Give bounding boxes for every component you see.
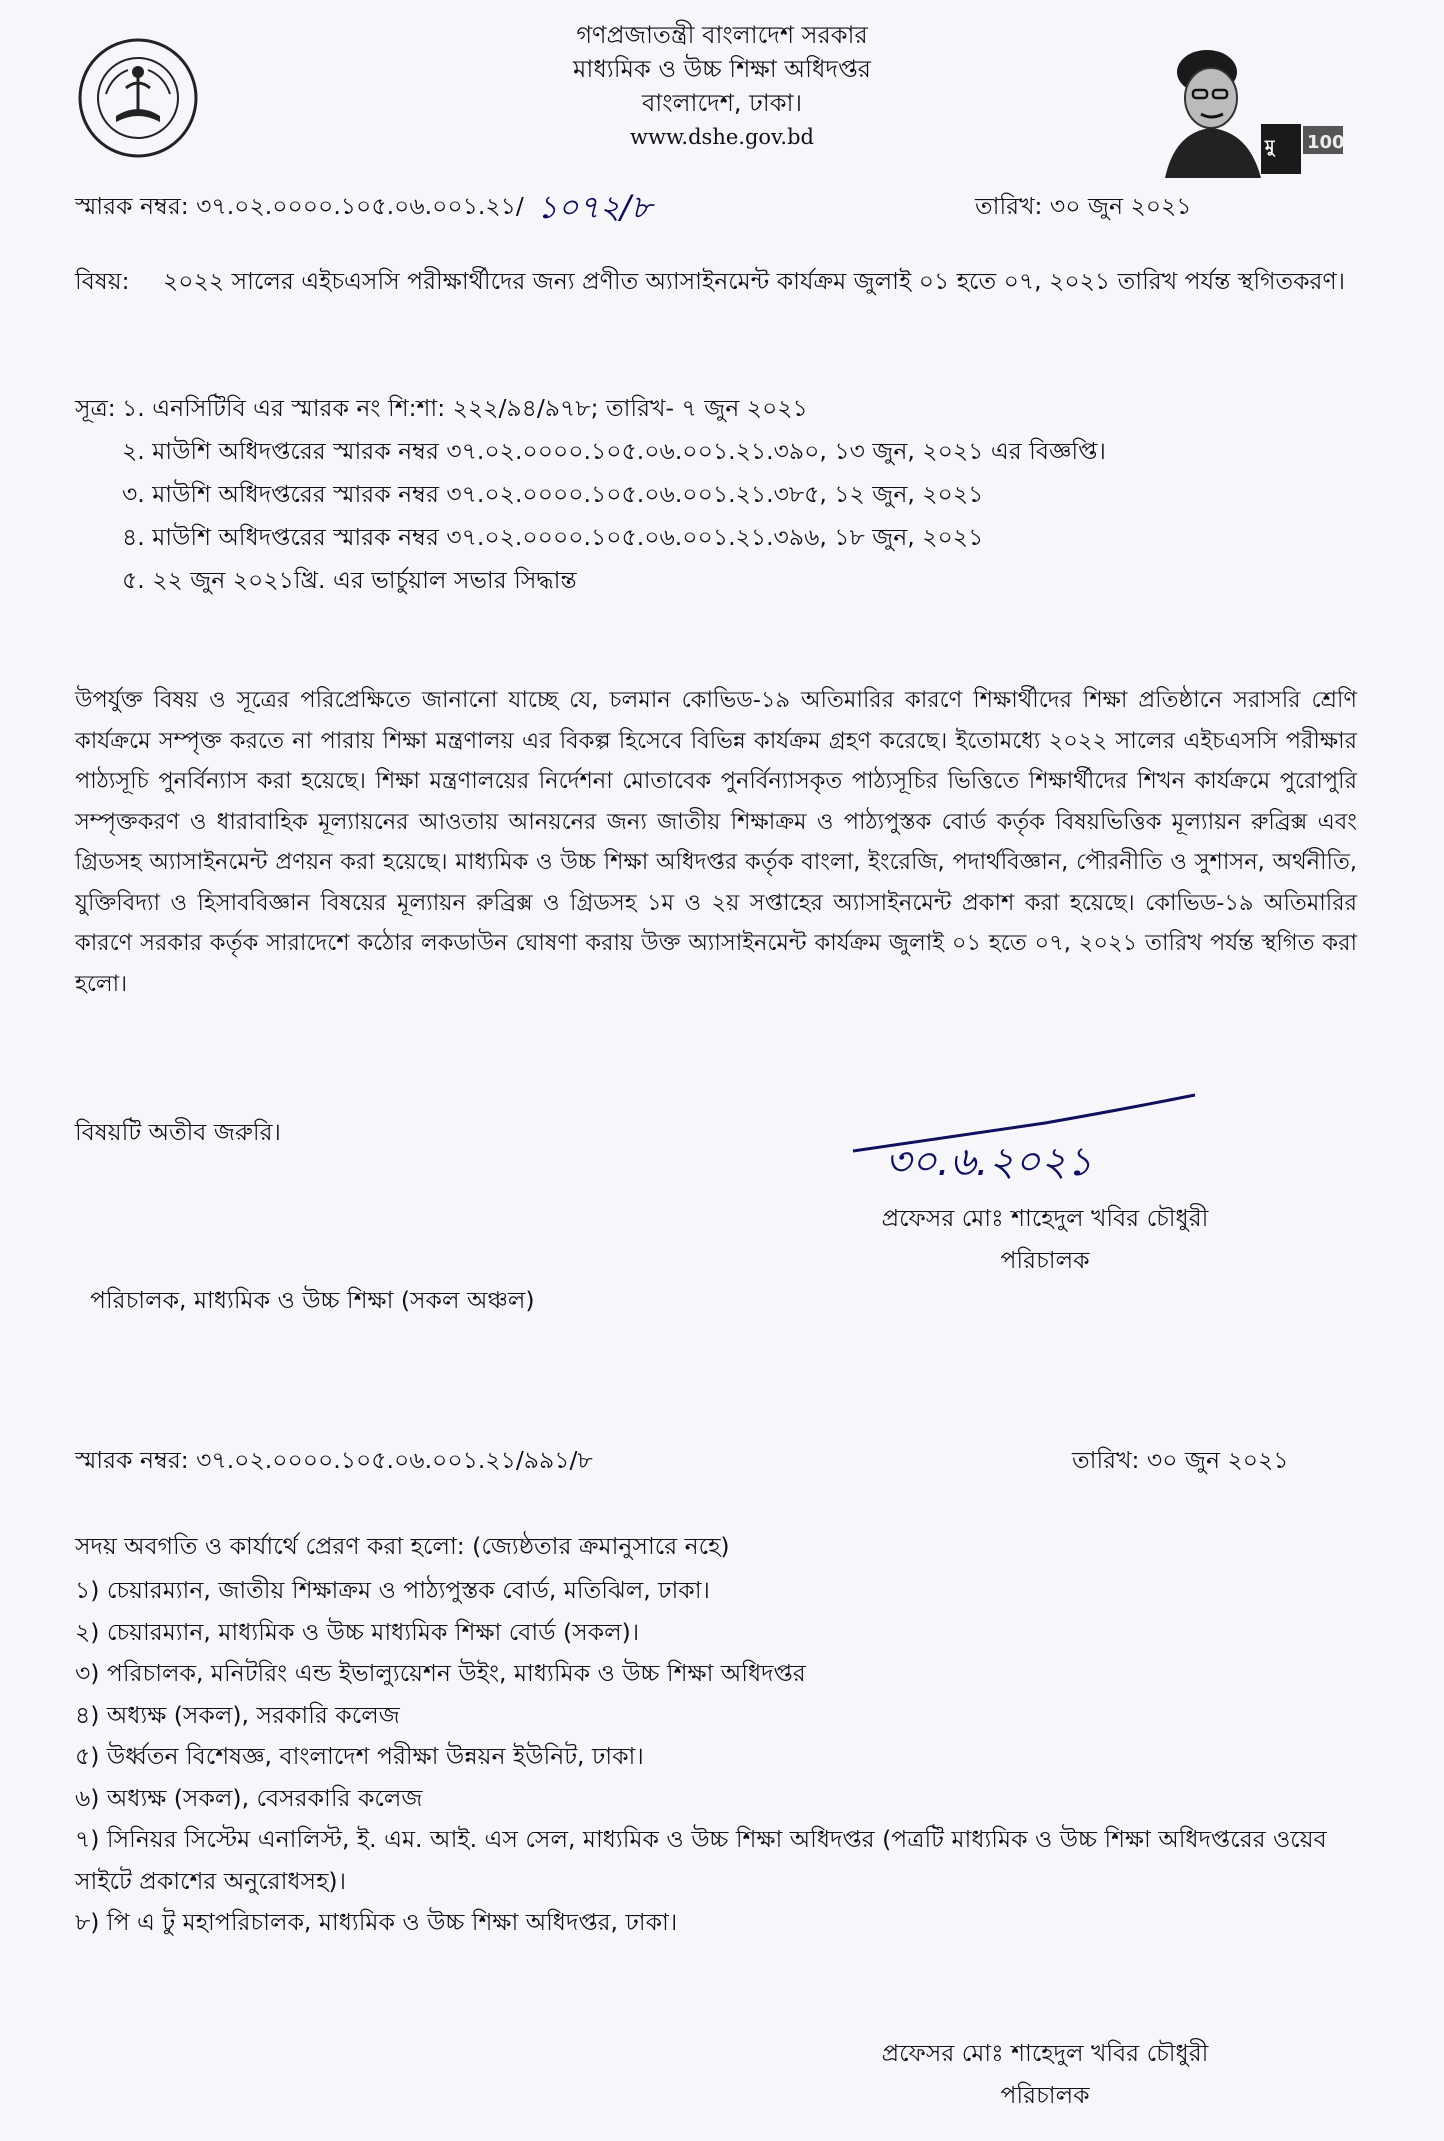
reference-item: ৪. মাউশি অধিদপ্তরের স্মারক নম্বর ৩৭.০২.০০০০.১০৫.০৬.০০১.২১.৩৯৬, ১৮ জুন, ২০২১ bbox=[122, 523, 984, 551]
copy-to-item: ৬) অধ্যক্ষ (সকল), বেসরকারি কলেজ bbox=[75, 1783, 423, 1812]
directorate-name: মাধ্যমিক ও উচ্চ শিক্ষা অধিদপ্তর bbox=[573, 55, 871, 83]
office-location: বাংলাদেশ, ঢাকা। bbox=[641, 89, 803, 117]
subject-block bbox=[75, 262, 1365, 300]
urgent-note: বিষয়টি অতীব জরুরি। bbox=[75, 1118, 281, 1146]
signatory-title: পরিচালক bbox=[1000, 1246, 1090, 1274]
copy-to-item: ৪) অধ্যক্ষ (সকল), সরকারি কলেজ bbox=[75, 1700, 400, 1729]
signatory2-title: পরিচালক bbox=[1000, 2081, 1090, 2109]
copy-to-item: ৩) পরিচালক, মনিটরিং এন্ড ইভাল্যুয়েশন উইং, মাধ্যমিক ও উচ্চ শিক্ষা অধিদপ্তর bbox=[75, 1659, 806, 1687]
reference-item: ২. মাউশি অধিদপ্তরের স্মারক নম্বর ৩৭.০২.০০০০.১০৫.০৬.০০১.২১.৩৯০, ১৩ জুন, ২০২১ এর বিজ্ঞপ্তি। bbox=[122, 437, 1106, 465]
memo-ref-label: স্মারক নম্বর: bbox=[75, 192, 189, 220]
reference-item: ১. এনসিটিবি এর স্মারক নং শি:শা: ২২২/৯৪/৯৭৮; তারিখ- ৭ জুন ২০২১ bbox=[122, 394, 808, 422]
svg-text:মু: মু bbox=[1265, 137, 1275, 157]
copy-to-item: ২) চেয়ারম্যান, মাধ্যমিক ও উচ্চ মাধ্যমিক শিক্ষা বোর্ড (সকল)। bbox=[75, 1617, 640, 1646]
body-paragraph: উপর্যুক্ত বিষয় ও সূত্রের পরিপ্রেক্ষিতে জানানো যাচ্ছে যে, চলমান কোভিড-১৯ অতিমারির কারণে শিক্ষার্থীদের শিক্ষা প্রতিষ্ঠানে সরাসরি শ্রেণি কার্যক্রমে সম্পৃক্ত করতে না পারায় শিক্ষা মন্ত্রণালয় এর বিকল্প হিসেবে বিভিন্ন কার্যক্রম গ্রহণ করেছে। ইতোমধ্যে ২০২২ সালের এইচএসসি পরীক্ষার পাঠ্যসূচি পুনর্বিন্যাস করা হয়েছে। শিক্ষা মন্ত্রণালয়ের নির্দেশনা মোতাবেক পুনর্বিন্যাসকৃত পাঠ্যসূচির ভিত্তিতে শিক্ষার্থীদের শিখন কার্যক্রমে পুরোপুরি সম্পৃক্তকরণ ও ধারাবাহিক মূল্যায়নের আওতায় আনয়নের জন্য জাতীয় শিক্ষাক্রম ও পাঠ্যপুস্তক বোর্ড কর্তৃক বিষয়ভিত্তিক মূল্যায়ন রুব্রিক্স এবং গ্রিডসহ অ্যাসাইনমেন্ট প্রণয়ন করা হয়েছে। মাধ্যমিক ও উচ্চ শিক্ষা অধিদপ্তর কর্তৃক বাংলা, ইংরেজি, পদার্থবিজ্ঞান, পৌরনীতি ও সুশাসন, অর্থনীতি, যুক্তিবিদ্যা ও হিসাববিজ্ঞান বিষয়ের মূল্যায়ন রুব্রিক্স ও গ্রিডসহ ১ম ও ২য় সপ্তাহের অ্যাসাইনমেন্ট প্রকাশ করা হয়েছে। কোভিড-১৯ অতিমারির কারণে সরকার কর্তৃক সারাদেশে কঠোর লকডাউন ঘোষণা করায় উক্ত অ্যাসাইনমেন্ট কার্যক্রম জুলাই ০১ হতে ০৭, ২০২১ তারিখ পর্যন্ত স্থগিত করা হলো। bbox=[75, 687, 1357, 997]
copy-to-item: ১) চেয়ারম্যান, জাতীয় শিক্ষাক্রম ও পাঠ্যপুস্তক বোর্ড, মতিঝিল, ঢাকা। bbox=[75, 1576, 710, 1604]
copy-to-intro: সদয় অবগতি ও কার্যার্থে প্রেরণ করা হলো: (জ্যেষ্ঠতার ক্রমানুসারে নহে) bbox=[75, 1532, 730, 1560]
memo2-reference: স্মারক নম্বর: ৩৭.০২.০০০০.১০৫.০৬.০০১.২১/৯৯১/৮ bbox=[75, 1446, 593, 1474]
recipient: পরিচালক, মাধ্যমিক ও উচ্চ শিক্ষা (সকল অঞ্চল) bbox=[90, 1286, 535, 1314]
handwritten-number-text: ১০৭২/৮ bbox=[537, 188, 652, 226]
signatory2-name: প্রফেসর মোঃ শাহেদুল খবির চৌধুরী bbox=[881, 2039, 1209, 2067]
copy-to-item: ৭) সিনিয়র সিস্টেম এনালিস্ট, ই. এম. আই. এস সেল, মাধ্যমিক ও উচ্চ শিক্ষা অধিদপ্তর (পত্রটি মাধ্যমিক ও উচ্চ শিক্ষা অধিদপ্তরের ওয়েব সাইটে প্রকাশের অনুরোধসহ)। bbox=[75, 1825, 1327, 1895]
references-list bbox=[75, 390, 1375, 620]
government-name: গণপ্রজাতন্ত্রী বাংলাদেশ সরকার bbox=[576, 21, 868, 49]
references-label: সূত্র: bbox=[75, 394, 116, 422]
mujib-centenary-badge bbox=[1145, 28, 1345, 178]
memo-date: তারিখ: ৩০ জুন ২০২১ bbox=[975, 192, 1192, 220]
signature-date-text: ৩০.৬.২০২১ bbox=[885, 1139, 1093, 1185]
subject-text: ২০২২ সালের এইচএসসি পরীক্ষার্থীদের জন্য প্রণীত অ্যাসাইনমেন্ট কার্যক্রম জুলাই ০১ হতে ০৭, ২০২১ তারিখ পর্যন্ত স্থগিতকরণ। bbox=[163, 267, 1346, 295]
memo-ref-number: ৩৭.০২.০০০০.১০৫.০৬.০০১.২১/ bbox=[196, 192, 524, 220]
signature-mark bbox=[845, 1085, 1205, 1195]
reference-item: ৩. মাউশি অধিদপ্তরের স্মারক নম্বর ৩৭.০২.০০০০.১০৫.০৬.০০১.২১.৩৮৫, ১২ জুন, ২০২১ bbox=[122, 480, 984, 508]
website-link[interactable]: www.dshe.gov.bd bbox=[630, 125, 814, 149]
copy-to-item: ৮) পি এ টু মহাপরিচালক, মাধ্যমিক ও উচ্চ শিক্ষা অধিদপ্তর, ঢাকা। bbox=[75, 1908, 678, 1936]
copy-to-list bbox=[75, 1570, 1375, 1944]
copy-to-item: ৫) উর্ধ্বতন বিশেষজ্ঞ, বাংলাদেশ পরীক্ষা উন্নয়ন ইউনিট, ঢাকা। bbox=[75, 1742, 644, 1770]
reference-item: ৫. ২২ জুন ২০২১খ্রি. এর ভার্চুয়াল সভার সিদ্ধান্ত bbox=[122, 566, 577, 594]
signatory-name: প্রফেসর মোঃ শাহেদুল খবির চৌধুরী bbox=[881, 1204, 1209, 1232]
memo2-date: তারিখ: ৩০ জুন ২০২১ bbox=[1072, 1446, 1289, 1474]
memo-reference bbox=[75, 188, 524, 224]
handwritten-memo-number bbox=[533, 184, 753, 234]
subject-label: বিষয়: bbox=[75, 267, 130, 295]
svg-text:100: 100 bbox=[1307, 132, 1345, 153]
